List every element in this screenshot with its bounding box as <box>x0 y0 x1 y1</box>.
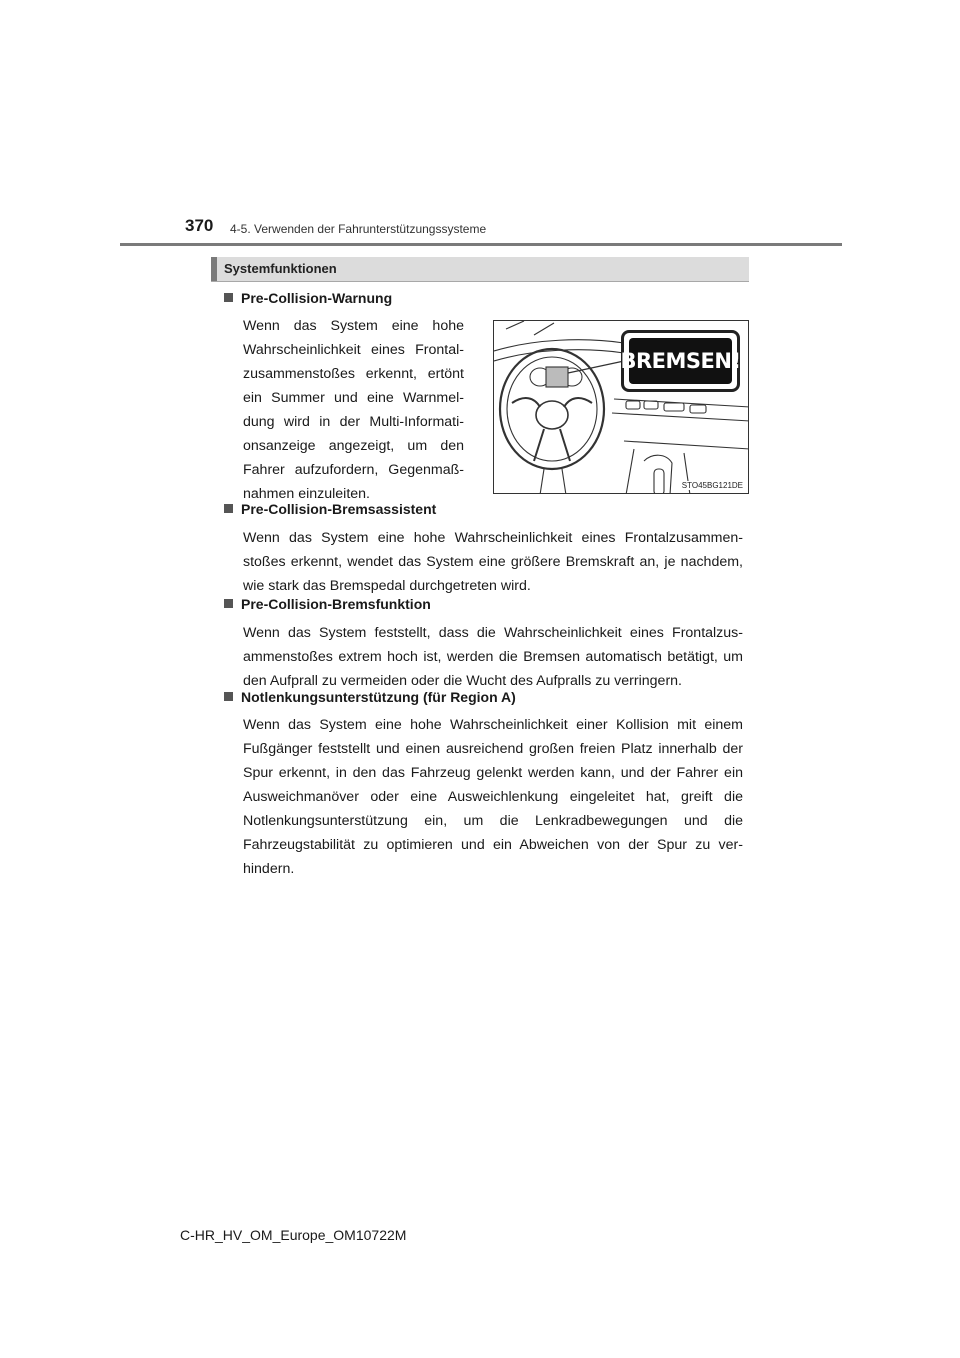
square-bullet-icon <box>224 692 233 701</box>
section-title: Systemfunktionen <box>224 261 337 276</box>
paragraph-brake-assist: Wenn das System eine hohe Wahrscheinlichkeit eines Frontalzusammenstoßes erkennt, wendet das System eine größere Bremskraft an, je nachdem, wie stark das Bremspedal durchgetreten wird. <box>243 530 743 594</box>
section-accent <box>211 257 217 281</box>
heading-brake-assist <box>224 501 436 517</box>
square-bullet-icon <box>224 293 233 302</box>
warning-message-box <box>621 330 740 392</box>
header-rule <box>120 243 842 246</box>
square-bullet-icon <box>224 504 233 513</box>
warning-message-display <box>620 338 741 384</box>
heading-brake-function <box>224 596 431 612</box>
section-header <box>211 257 749 282</box>
square-bullet-icon <box>224 599 233 608</box>
footer-doc-id: C-HR_HV_OM_Europe_OM10722M <box>180 1227 407 1243</box>
heading-text: Pre-Collision-Bremsfunktion <box>241 596 431 612</box>
dashboard-illustration <box>493 320 749 494</box>
page-number: 370 <box>185 216 214 235</box>
heading-emergency-steering <box>224 689 516 705</box>
paragraph-pre-collision-warning: Wenn das System eine hohe Wahrscheinlichkeit eines Frontalzusammenstoßes erkennt, ertönt ein Summer und eine Warnmeldung wird in der Multi-Informationsanzeige angezeigt, um den Fahrer aufzufordern, Gegenmaßnahmen einzuleiten. <box>243 318 464 502</box>
paragraph-emergency-steering: Wenn das System eine hohe Wahrscheinlichkeit einer Kollision mit einem Fußgänger feststellt und einen ausreichend großen freien Platz innerhalb der Spur erkennt, in den das Fahrzeug gelenkt werden kann, und der Fahrer ein Ausweichmanöver oder eine Ausweichlenkung eingeleitet hat, greift die Notlenkungsunterstützung ein, um die Lenkradbewegungen und die Fahrzeugstabilität zu optimieren und ein Abweichen von der Spur zu verhindern. <box>243 717 743 877</box>
heading-text: Pre-Collision-Bremsassistent <box>241 501 437 517</box>
figure-code: STO45BG121DE <box>681 481 743 490</box>
paragraph-brake-function: Wenn das System feststellt, dass die Wahrscheinlichkeit eines Frontalzusammenstoßes extrem hoch ist, werden die Bremsen automatisch betätigt, um den Aufprall zu vermeiden oder die Wucht des Aufpralls zu verringern. <box>243 625 743 689</box>
warning-message-text: BREMSEN! <box>620 349 741 373</box>
chapter-title: 4-5. Verwenden der Fahrunterstützungssysteme <box>230 222 487 236</box>
heading-text: Notlenkungsunterstützung (für Region A) <box>241 689 516 705</box>
heading-pre-collision-warning <box>224 290 392 306</box>
heading-text: Pre-Collision-Warnung <box>241 290 393 306</box>
